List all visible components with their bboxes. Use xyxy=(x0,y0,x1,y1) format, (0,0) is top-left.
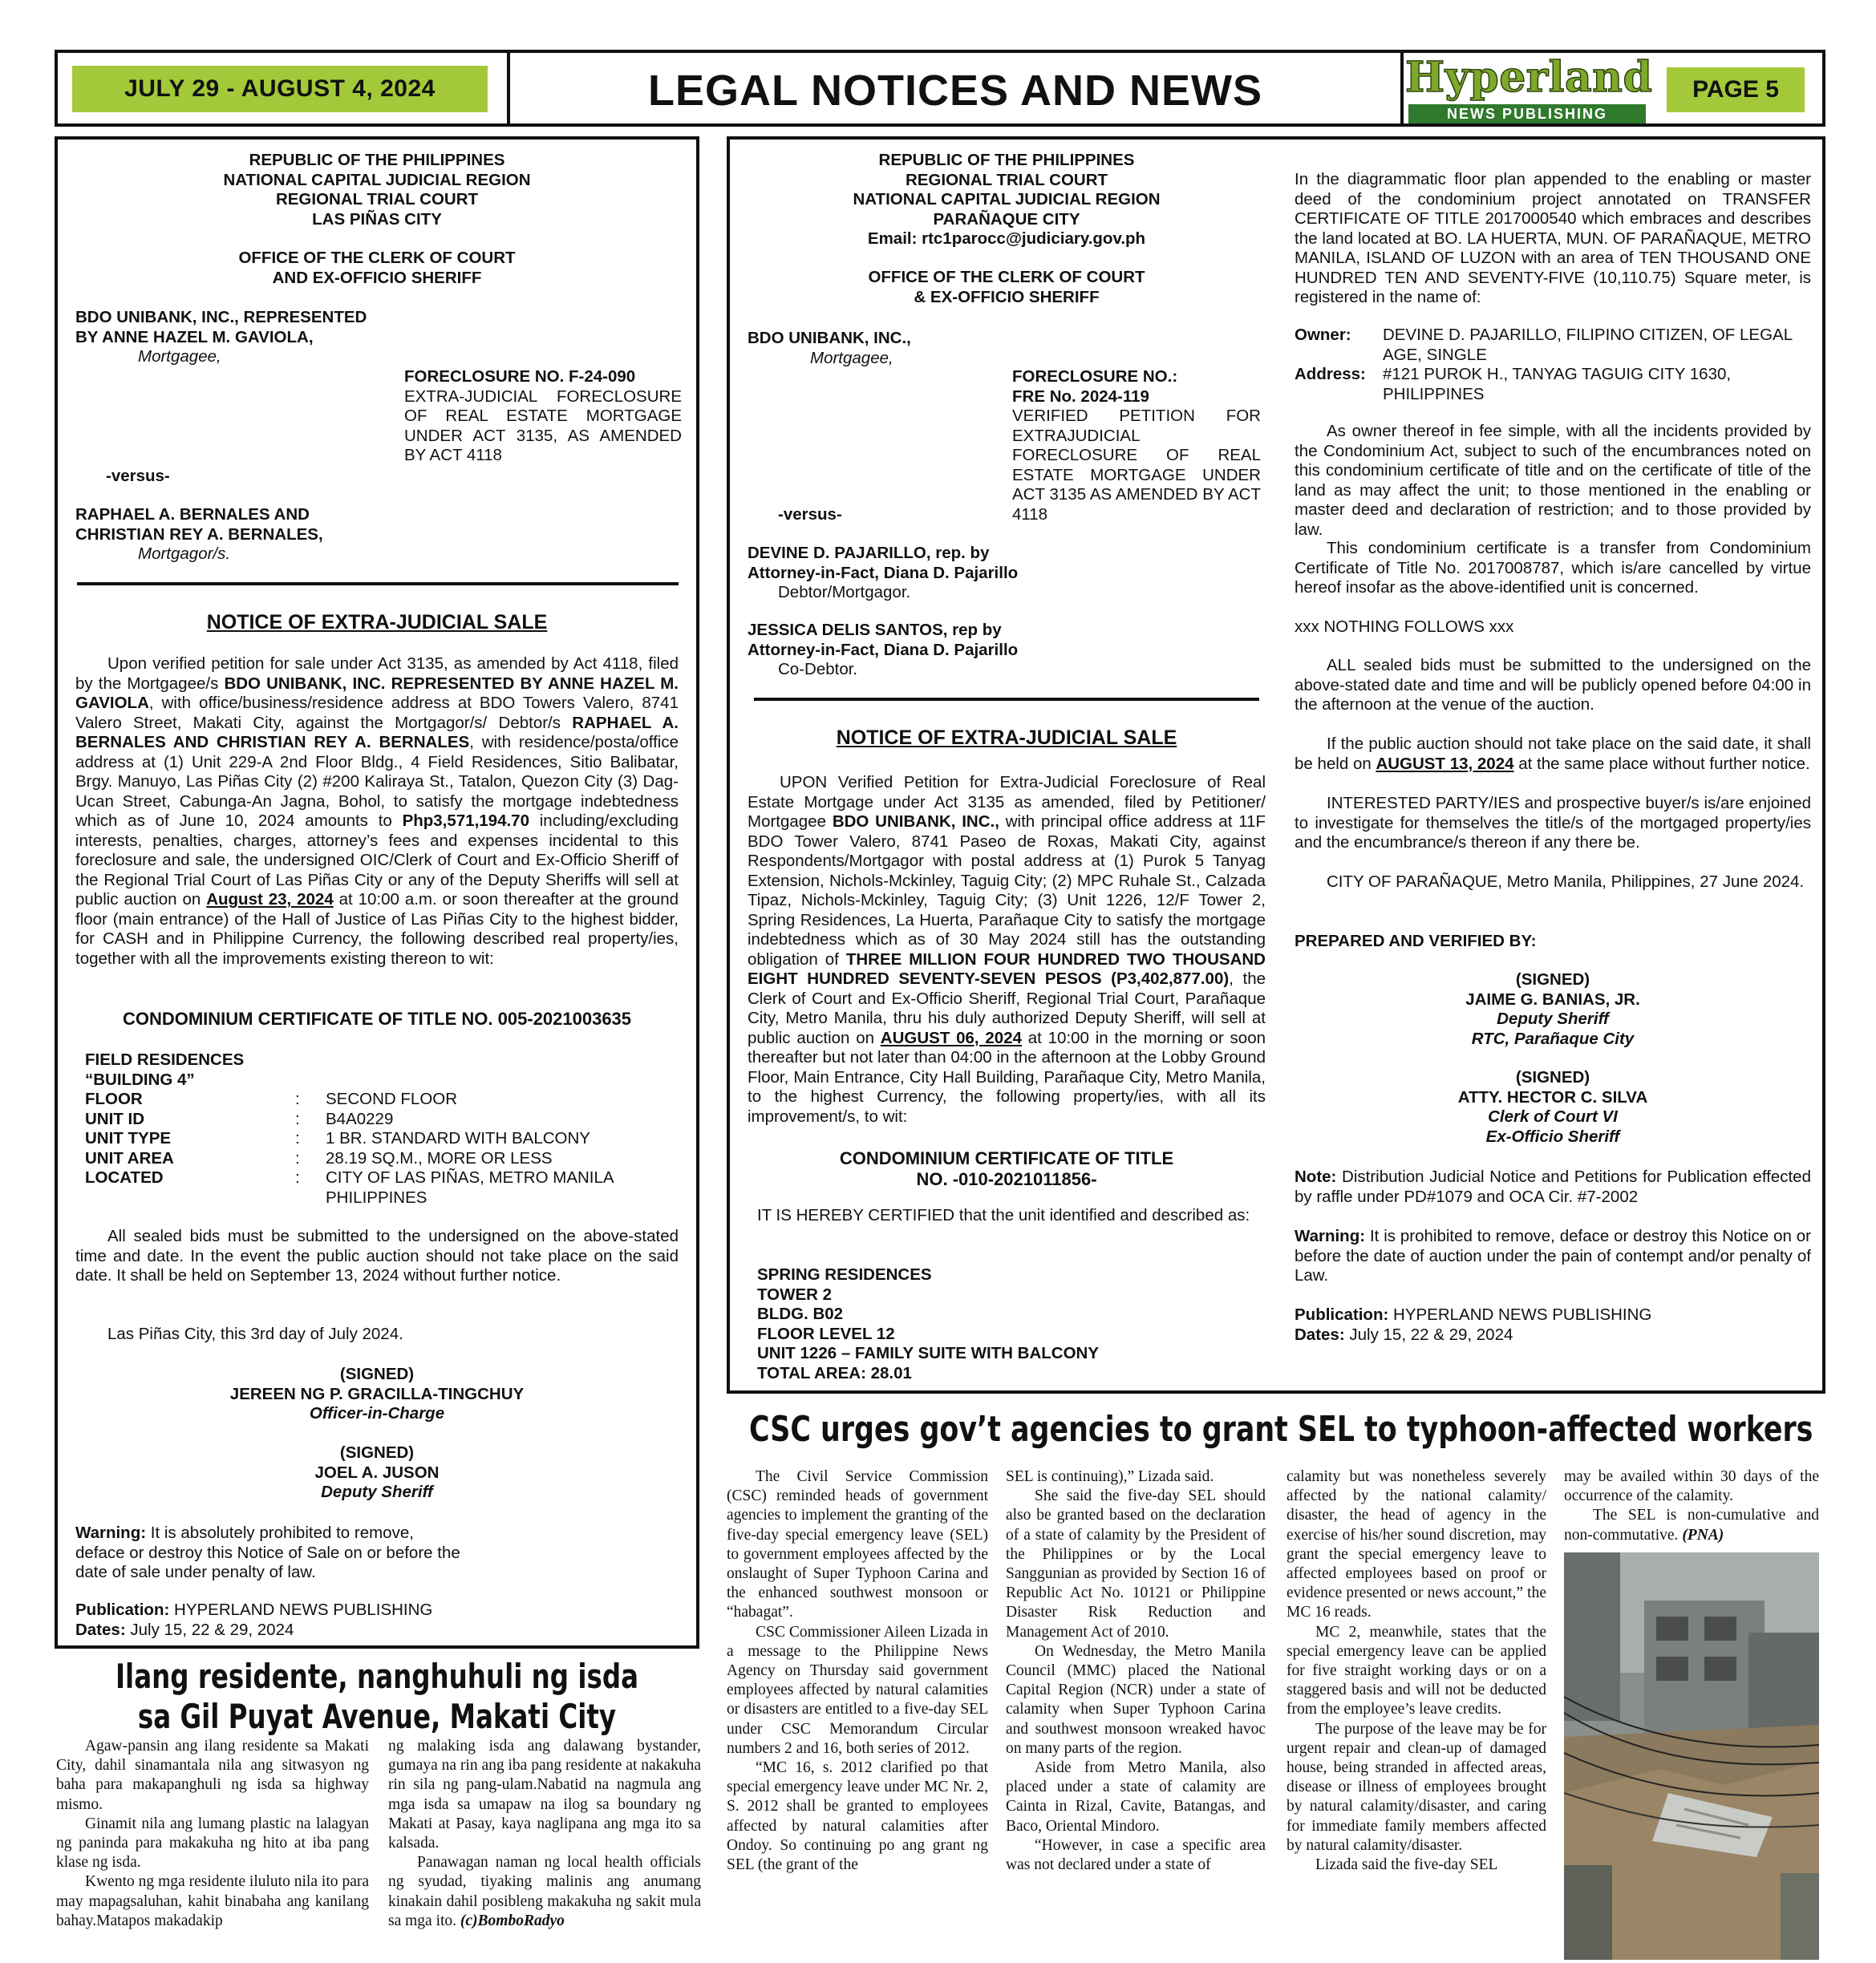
signature-clerk-of-court: (SIGNED) ATTY. HECTOR C. SILVA Clerk of Court VI Ex-Officio Sheriff xyxy=(1457,1068,1648,1146)
note-text: Note: Distribution Judicial Notice and Petitions for Publication effected by raffle under PD#1079 and OCA Cir. #7-2002 xyxy=(1295,1168,1811,1206)
divider-rule xyxy=(754,698,1259,701)
co-debtor-block: JESSICA DELIS SANTOS, rep by Attorney-in-Fact, Diana D. Pajarillo Co-Debtor. xyxy=(748,621,1019,678)
logo-wordmark: Hyperland xyxy=(1405,53,1653,102)
certificate-title: CONDOMINIUM CERTIFICATE OF TITLE NO. 005-2021003635 xyxy=(122,1009,632,1029)
issue-date-badge: JULY 29 - AUGUST 4, 2024 xyxy=(72,66,488,112)
warning-text: Warning: It is prohibited to remove, deface or destroy this Notice on or before the date of auction under the pain of contempt and/or penalty of Law. xyxy=(1295,1227,1811,1285)
logo-subtitle: NEWS PUBLISHING xyxy=(1408,104,1646,123)
warning-text: Warning: It is absolutely prohibited to remove, deface or destroy this Notice of Sale on or before the date of sale under penalty of law. xyxy=(75,1524,460,1581)
prepared-by-label: PREPARED AND VERIFIED BY: xyxy=(1295,932,1537,950)
notice-heading: NOTICE OF EXTRA-JUDICIAL SALE xyxy=(206,611,548,633)
notice-body: Upon verified petition for sale under Act 3135, as amended by Act 4118, filed by the Mortgagee/s BDO UNIBANK, INC. REPRESENTED BY ANNE HAZEL M. GAVIOLA, with office/business/residence address at BDO Towers Valero, 8741 Valero Street, Makati City, against the Mortgagor/s/ Debtor/s RAPHAEL A. BERNALES AND CHRISTIAN REY A. BERNALES, with residence/posta/office address at (1) Unit 229-A 2nd Floor Bldg., 4 Field Residences, Sitio Balibatar, Brgy. Manuyo, Las Piñas City (2) #200 Kaliraya St., Tatalon, Quezon City (3) Dag-Ucan Street, Cabunga-An Jagna, Bohol, to satisfy the mortgage indebtedness which as of June 10, 2024 amounts to Php3,571,194.70 including/excluding interests, penalties, charges, attorney’s fees and expenses incidental to this foreclosure and sale, the undersigned OIC/Clerk of Court and Ex-Officio Sheriff of the Regional Trial Court of Las Piñas City or any of the Deputy Sheriffs will sell at public auction on August 23, 2024 at 10:00 a.m. or soon thereafter at the ground floor (main entrance) of the Hall of Justice of Las Piñas City to the highest bidder, for CASH and in Philippine Currency, the following described real property/ies, together with all the improvements existing thereon to wit: xyxy=(75,654,679,968)
publication-info: Publication: HYPERLAND NEWS PUBLISHING Dates: July 15, 22 & 29, 2024 xyxy=(75,1601,433,1639)
notice-body: UPON Verified Petition for Extra-Judicial Foreclosure of Real Estate Mortgage under Act 3135 as amended, filed by Petitioner/ Mortgagee BDO UNIBANK, INC., with principal office address at 11F BDO Tower Valero, 8741 Paseo de Roxas, Makati City, against Respondents/Mortgagor with postal address at (1) Purok 5 Tanyag Extension, Nichols-Mckinley, Taguig City; (2) MPC Ruhale St., Calzada Tipaz, Nichols-Mckinley, Taguig City; (3) Unit 1226, 12/F Tower 2, Spring Residences, La Huerta, Parañaque City to satisfy the mortgage indebtedness which as of 30 May 2024 still has the outstanding obligation of THREE MILLION FOUR HUNDRED TWO THOUSAND EIGHT HUNDRED SEVENTY-SEVEN PESOS (P3,402,877.00), the Clerk of Court and Ex-Officio Sheriff, Regional Trial Court, Parañaque City, Metro Manila, thru his duly authorized Deputy Sheriff, will sell at public auction on AUGUST 06, 2024 at 10:00 in the morning or soon thereafter but not later than 04:00 in the afternoon at the Lobby Ground Floor, Main Entrance, City Hall Building, Parañaque City, Metro Manila, to the highest Currency, the following property/ies, with all its improvement/s, to wit: xyxy=(748,773,1266,1126)
publication-info: Publication: HYPERLAND NEWS PUBLISHING Dates: July 15, 22 & 29, 2024 xyxy=(1295,1305,1652,1344)
interested-party-paragraph: INTERESTED PARTY/IES and prospective buyer/s is/are enjoined to investigate for themselves the title/s of the mortgaged property/ies and the encumbrance/s thereon if any there be. xyxy=(1295,794,1811,852)
article-column-3: calamity but was nonetheless severely affected by the national calamity/ disaster, the head of agency in the exercise of his/her sound discretion, may grant the special emergency leave to affected employees based on proof or evidence presented or news account,” the MC 16 reads. MC 2, meanwhile, states that the special emergency leave can be applied for five straight working days or on a staggered basis and will not be deducted from the employee’s leave credits. The purpose of the leave may be for urgent repair and clean-up of damaged house, being stranded in affected areas, disease or illness of employees brought by natural calamity/disaster, and caring for immediate family members affected by natural calamity/disaster. Lizada said the five-day SEL xyxy=(1286,1468,1546,1874)
article-credit: (PNA) xyxy=(1682,1526,1724,1544)
transfer-paragraph: This condominium certificate is a transfer from Condominium Certificate of Title No. 2017008787, which is/are cancelled by virtue hereof insofar as the above-identified unit is concerned. xyxy=(1295,539,1811,597)
sealed-bids-paragraph: All sealed bids must be submitted to the undersigned on the above-stated time and date. In the event the public auction should not take place on the said date. It shall be held on September 13, 2024 without further notice. xyxy=(75,1227,679,1285)
fee-simple-paragraph: As owner thereof in fee simple, with all the incidents provided by the Condominium Act, subject to such of the encumbrances noted on this condominium certificate of title and on the certificate of title of the land as may affect the unit; to those mentioned in the enabling or master deed and declaration of restriction; and to those provided by law. xyxy=(1295,422,1811,539)
property-name: FIELD RESIDENCES “BUILDING 4” xyxy=(85,1050,245,1089)
versus-label: -versus- xyxy=(106,467,170,485)
property-details: FLOOR : SECOND FLOOR UNIT ID : B4A0229 UNIT TYPE : 1 BR. STANDARD WITH BALCONY UNIT AREA : 28.19 SQ.M., MORE OR LESS LOCATED : CITY OF LAS PIÑAS, METRO MANILA PHILIPPINES xyxy=(85,1090,614,1207)
masthead-divider xyxy=(1400,53,1404,123)
signature-deputy-sheriff: (SIGNED) JAIME G. BANIAS, JR. Deputy Sheriff RTC, Parañaque City xyxy=(1465,970,1640,1048)
signature-oic: (SIGNED) JEREEN NG P. GRACILLA-TINGCHUY Officer-in-Charge xyxy=(229,1365,525,1423)
plaintiff-block: BDO UNIBANK, INC., REPRESENTED BY ANNE HAZEL M. GAVIOLA, Mortgagee, xyxy=(75,308,367,366)
isda-column-1: Agaw-pansin ang ilang residente sa Makati City, dahil sinamantala nila ang sitwasyon ng baha para makapanghuli ng isda sa highway mismo. Ginamit nila ang lumang plastic na lalagyan ng paninda para makakuha ng hito at iba pang klase ng isda. Kwento ng mga residente iluluto nila ito para may mapagsaluhan, kahit binabaha ang kanilang bahay.Matapos makadakip xyxy=(56,1738,369,1929)
court-caption: REPUBLIC OF THE PHILIPPINES REGIONAL TRIAL COURT NATIONAL CAPITAL JUDICIAL REGION PARAÑAQUE CITY Email: rtc1parocc@judiciary.gov.ph xyxy=(853,151,1161,248)
date-line: Las Piñas City, this 3rd day of July 2024. xyxy=(107,1325,403,1343)
notice-heading: NOTICE OF EXTRA-JUDICIAL SALE xyxy=(836,727,1177,749)
plaintiff-block: BDO UNIBANK, INC., Mortgagee, xyxy=(748,329,911,367)
article-headline-isda: Ilang residente, nanghuhuli ng isda sa Gil Puyat Avenue, Makati City xyxy=(115,1657,639,1736)
case-number-block: FORECLOSURE NO.: FRE No. 2024-119 VERIFIED PETITION FOR EXTRAJUDICIAL FORECLOSURE OF REAL ESTATE MORTGAGE UNDER ACT 3135 AS AMENDED BY ACT 4118 xyxy=(1012,367,1261,524)
section-title: LEGAL NOTICES AND NEWS xyxy=(647,67,1263,115)
article-credit: (c)BomboRadyo xyxy=(460,1912,565,1929)
publisher-logo xyxy=(1405,53,1653,123)
case-number-block: FORECLOSURE NO. F-24-090 EXTRA-JUDICIAL FORECLOSURE OF REAL ESTATE MORTGAGE UNDER ACT 3135, AS AMENDED BY ACT 4118 xyxy=(404,367,682,464)
flood-photo-image xyxy=(1564,1552,1819,1960)
article-headline: CSC urges gov’t agencies to grant SEL to typhoon-affected workers xyxy=(749,1409,1813,1450)
nothing-follows: xxx NOTHING FOLLOWS xxx xyxy=(1295,617,1514,636)
notice-paranaque xyxy=(727,136,1825,1394)
article-column-4: may be availed within 30 days of the occurrence of the calamity. The SEL is non-cumulative and non-commutative. (PNA) xyxy=(1564,1468,1819,1544)
floor-plan-paragraph: In the diagrammatic floor plan appended to the enabling or master deed of the condominium project annotated on TRANSFER CERTIFICATE OF TITLE 2017000540 which embraces and describes the land located at BO. LA HUERTA, MUN. OF PARAÑAQUE, METRO MANILA, ISLAND OF LUZON with an area of TEN THOUSAND ONE HUNDRED TEN AND SEVENTY-FIVE (10,110.75) Square meter, is registered in the name of: xyxy=(1295,170,1811,306)
unit-description: SPRING RESIDENCES TOWER 2 BLDG. B02 FLOOR LEVEL 12 UNIT 1226 – FAMILY SUITE WITH BALCONY TOTAL AREA: 28.01 xyxy=(757,1265,1100,1382)
certificate-title: CONDOMINIUM CERTIFICATE OF TITLE NO. -010-2021011856- xyxy=(839,1148,1174,1189)
court-caption: REPUBLIC OF THE PHILIPPINES NATIONAL CAPITAL JUDICIAL REGION REGIONAL TRIAL COURT LAS PIÑAS CITY xyxy=(223,151,531,229)
defendant-block: DEVINE D. PAJARILLO, rep. by Attorney-in-Fact, Diana D. Pajarillo Debtor/Mortgagor. xyxy=(748,544,1019,601)
article-column-1: The Civil Service Commission (CSC) reminded heads of government agencies to implement the granting of the five-day special emergency leave (SEL) to government employees affected by the onslaught of Super Typhoon Carina and the enhanced southwest monsoon or “habagat”. CSC Commissioner Aileen Lizada in a message to the Philippine News Agency on Thursday said government employees affected by natural calamities or disasters are entitled to a five-day SEL under CSC Memorandum Circular numbers 2 and 16, both series of 2012. “MC 16, s. 2012 clarified po that special emergency leave under MC Nr. 2, S. 2012 shall be granted to employees affected by natural calamities after Ondoy. So continuing po ang grant ng SEL (the grant of the xyxy=(727,1468,988,1874)
certified-paragraph: IT IS HEREBY CERTIFIED that the unit identified and described as: xyxy=(757,1206,1250,1224)
signature-deputy: (SIGNED) JOEL A. JUSON Deputy Sheriff xyxy=(314,1443,440,1501)
defendant-block: RAPHAEL A. BERNALES AND CHRISTIAN REY A. BERNALES, Mortgagor/s. xyxy=(75,505,323,563)
isda-column-2: ng malaking isda ang dalawang bystander, gumaya na rin ang iba pang residente at nakakuha rin sila ng pang-ulam.Nabatid na nagmula ang mga isda sa umapaw na ilog sa boundary ng Makati at Pasay, kaya naglipana ang mga ito sa kalsada. Panawagan naman ng local health officials ng syudad, tiyaking malinis ang anumang kinakain dahil posibleng makakuha ng sakit mula sa mga ito. (c)BomboRadyo xyxy=(388,1738,701,1929)
city-date-line: CITY OF PARAÑAQUE, Metro Manila, Philippines, 27 June 2024. xyxy=(1327,872,1805,891)
notice-las-pinas xyxy=(55,136,699,1649)
office-caption: OFFICE OF THE CLERK OF COURT AND EX-OFFICIO SHERIFF xyxy=(238,249,516,287)
sealed-bids-paragraph: ALL sealed bids must be submitted to the undersigned on the above-stated date and time and will be publicly opened before 04:00 in the afternoon at the venue of the auction. xyxy=(1295,656,1811,714)
office-caption: OFFICE OF THE CLERK OF COURT & EX-OFFICIO SHERIFF xyxy=(868,268,1145,306)
article-column-2: SEL is continuing),” Lizada said. She said the five-day SEL should also be granted based on the declaration of a state of calamity by the President of the Philippines or by the Local Sanggunian as provided by Section 16 of Republic Act No. 10121 or Philippine Disaster Risk Reduction and Management Act of 2010. On Wednesday, the Metro Manila Council (MMC) placed the National Capital Region (NCR) under a state of calamity when Super Typhoon Carina and southwest monsoon wreaked havoc on many parts of the region. Aside from Metro Manila, also placed under a state of calamity are Cainta in Rizal, Cavite, Batangas, and Baco, Oriental Mindoro. “However, in case a specific area was not declared under a state of xyxy=(1006,1468,1266,1874)
reschedule-paragraph: If the public auction should not take place on the said date, it shall be held on AUGUST 13, 2024 at the same place without further notice. xyxy=(1295,735,1811,773)
owner-details: Owner: DEVINE D. PAJARILLO, FILIPINO CITIZEN, OF LEGAL AGE, SINGLE Address: #121 PUROK H., TANYAG TAGUIG CITY 1630, PHILIPPINES xyxy=(1295,326,1793,403)
page-number-badge: PAGE 5 xyxy=(1667,67,1805,112)
flood-photo xyxy=(1564,1552,1819,1960)
versus-label: -versus- xyxy=(778,505,842,524)
divider-rule xyxy=(77,582,679,585)
